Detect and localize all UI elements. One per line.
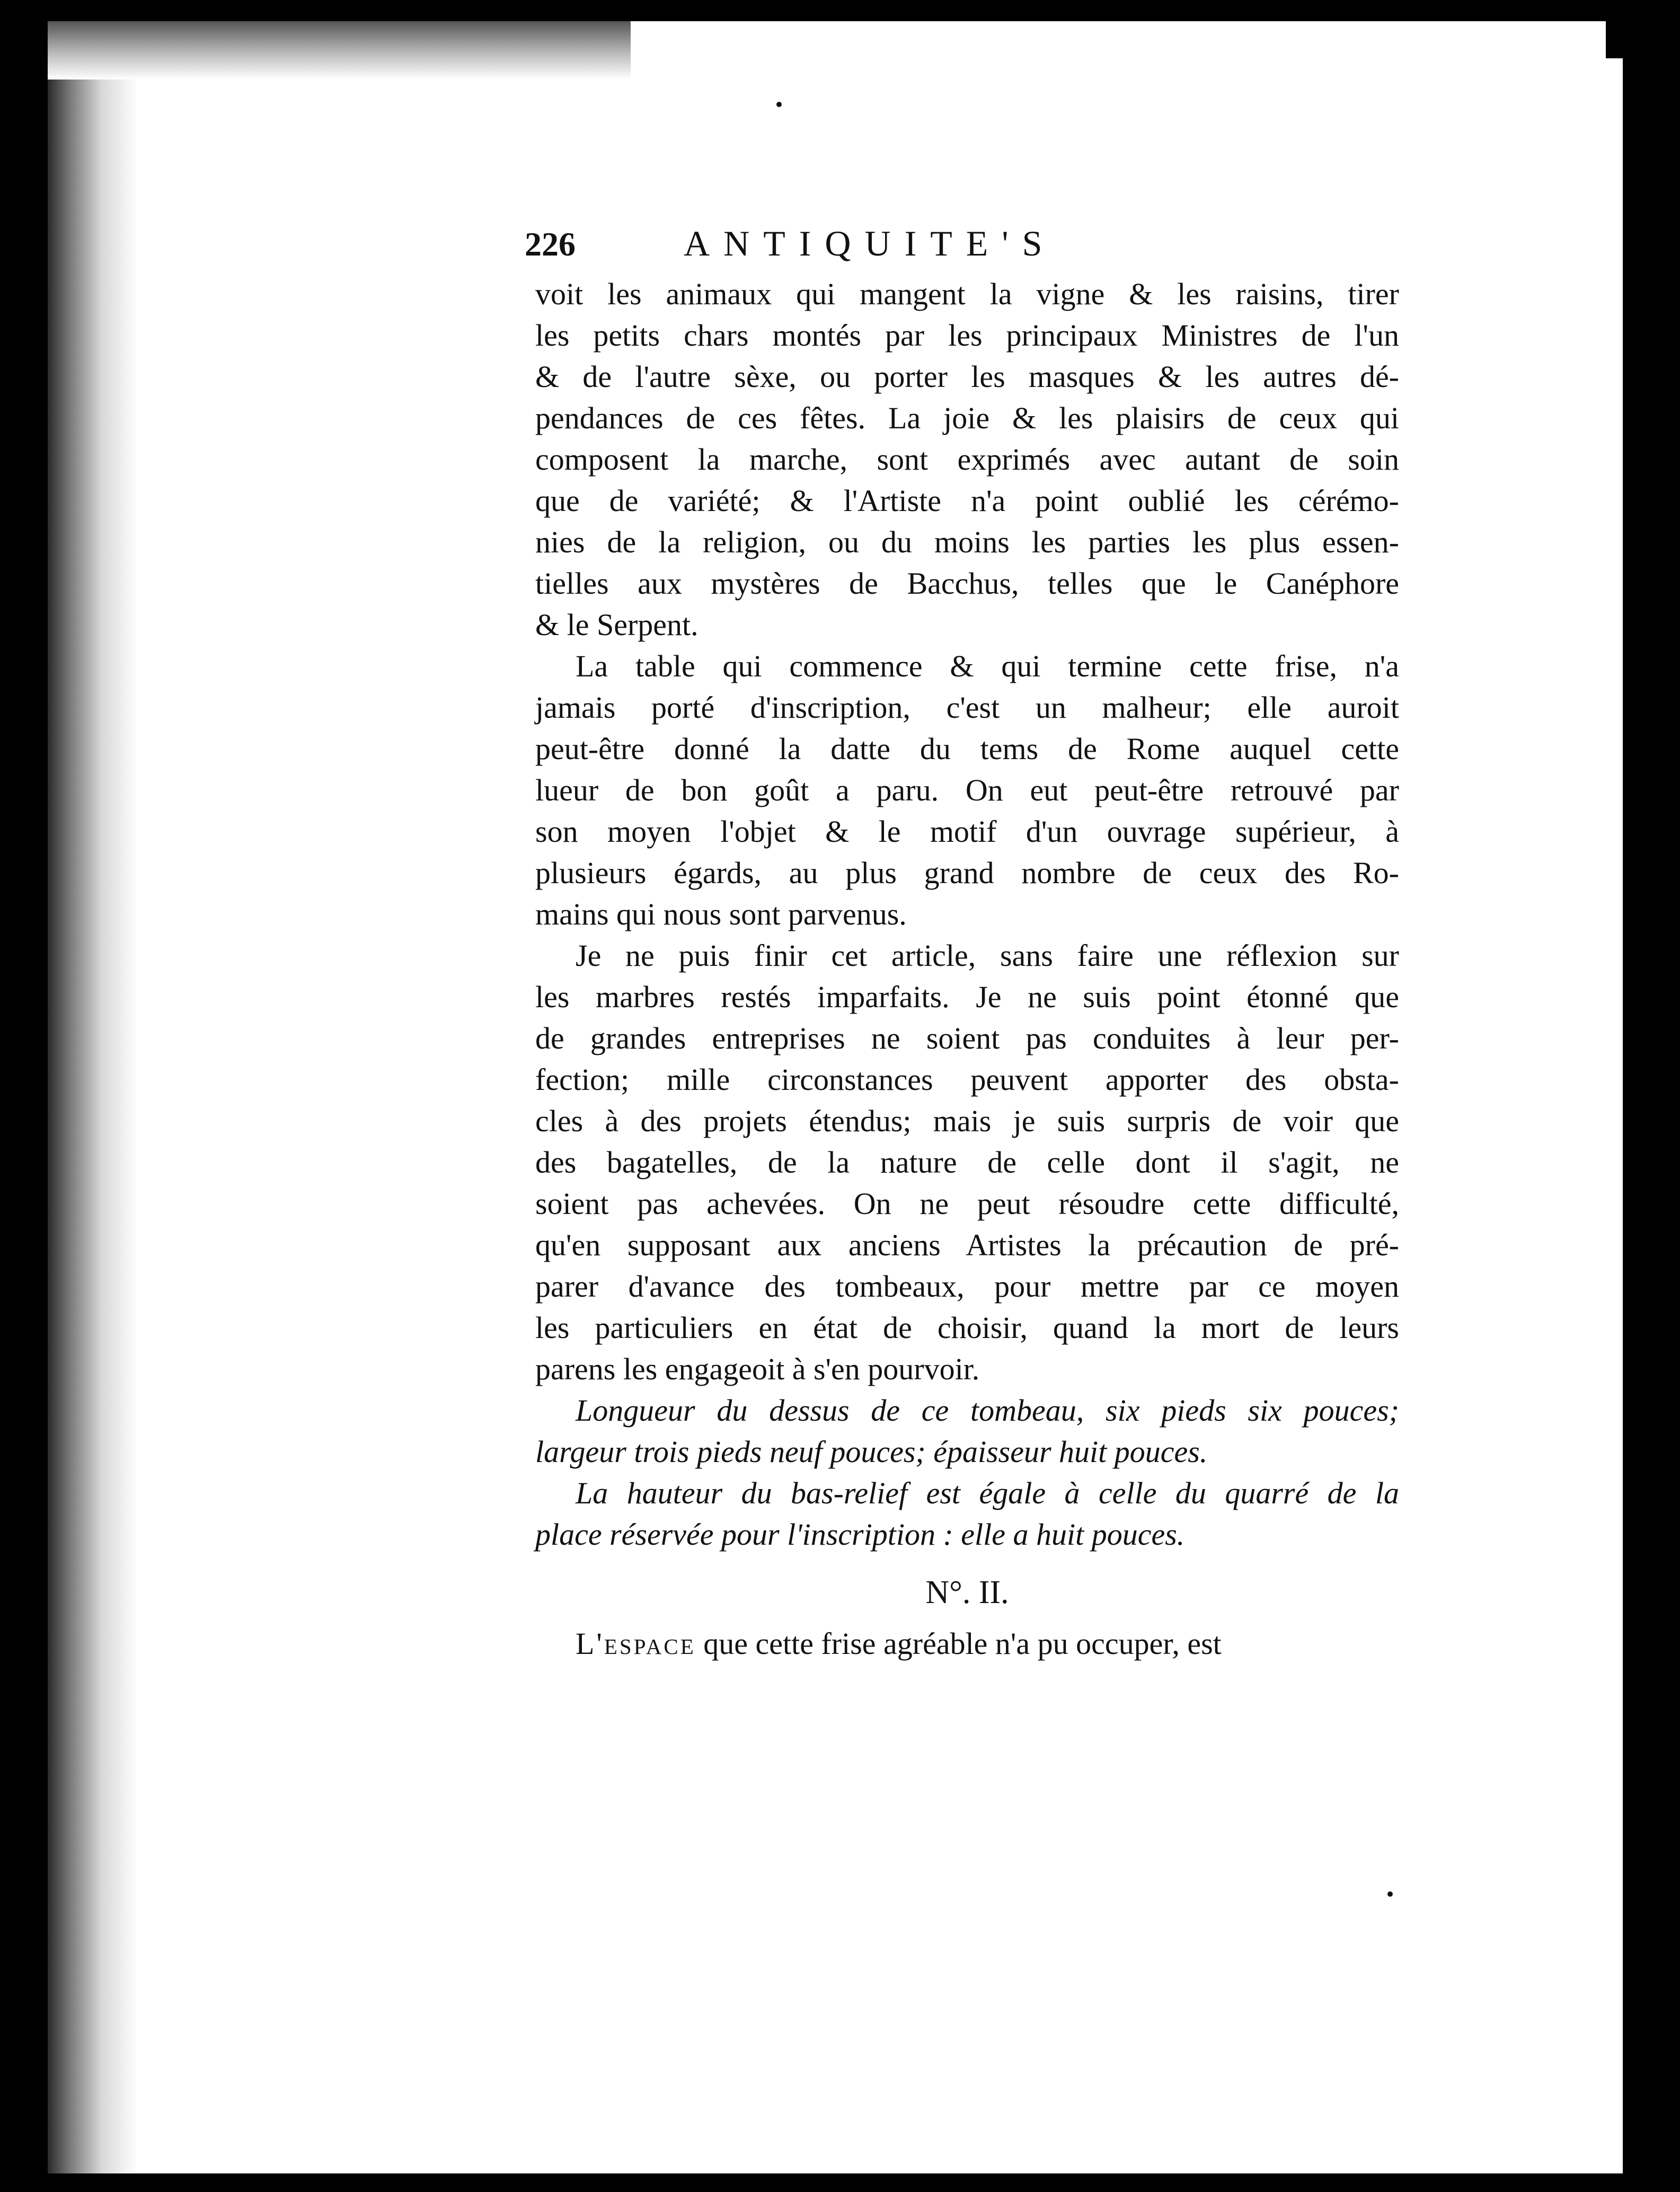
page-text bbox=[525, 223, 1399, 1665]
paragraph-3 bbox=[535, 935, 1399, 1390]
text-line: cles à des projets étendus; mais je suis surpris de voir que bbox=[535, 1104, 1399, 1138]
text-line: Longueur du dessus de ce tombeau, six pieds six pouces; bbox=[576, 1393, 1399, 1428]
text-line: peut-être donné la datte du tems de Rome auquel cette bbox=[535, 732, 1399, 766]
text-line: plusieurs égards, au plus grand nombre de ceux des Ro- bbox=[535, 856, 1399, 890]
text-line: largeur trois pieds neuf pouces; épaisseur huit pouces. bbox=[535, 1434, 1208, 1469]
measurements-length bbox=[535, 1390, 1399, 1473]
section-opening-line bbox=[535, 1623, 1399, 1665]
text-line: de grandes entreprises ne soient pas conduites à leur per- bbox=[535, 1021, 1399, 1055]
text-line: La table qui commence & qui termine cette frise, n'a bbox=[576, 649, 1399, 683]
page-gutter-shadow bbox=[48, 21, 138, 2173]
text-line: fection; mille circonstances peuvent apporter des obsta- bbox=[535, 1062, 1399, 1097]
paragraph-2 bbox=[535, 646, 1399, 935]
text-line: jamais porté d'inscription, c'est un malheur; elle auroit bbox=[535, 690, 1399, 725]
text-line: lueur de bon goût a paru. On eut peut-être retrouvé par bbox=[535, 773, 1399, 807]
text-line: & de l'autre sèxe, ou porter les masques & les autres dé- bbox=[535, 359, 1399, 394]
text-line: & le Serpent. bbox=[535, 608, 698, 642]
ink-speck bbox=[776, 102, 782, 107]
opening-smallcaps: L'espace bbox=[576, 1626, 696, 1661]
text-line: composent la marche, sont exprimés avec autant de soin bbox=[535, 442, 1399, 477]
text-line: les petits chars montés par les principaux Ministres de l'un bbox=[535, 318, 1399, 353]
text-line: parens les engageoit à s'en pourvoir. bbox=[535, 1352, 980, 1386]
text-line: tielles aux mystères de Bacchus, telles que le Canéphore bbox=[535, 566, 1399, 601]
text-line: des bagatelles, de la nature de celle dont il s'agit, ne bbox=[535, 1145, 1399, 1179]
text-line: les particuliers en état de choisir, quand la mort de leurs bbox=[535, 1310, 1399, 1345]
text-line: place réservée pour l'inscription : elle a huit pouces. bbox=[535, 1517, 1185, 1552]
text-line: que de variété; & l'Artiste n'a point oublié les cérémo- bbox=[535, 483, 1399, 518]
text-line: soient pas achevées. On ne peut résoudre cette difficulté, bbox=[535, 1186, 1399, 1221]
text-line: Je ne puis finir cet article, sans faire une réflexion sur bbox=[576, 938, 1399, 973]
text-line: parer d'avance des tombeaux, pour mettre par ce moyen bbox=[535, 1269, 1399, 1304]
running-head: ANTIQUITE'S bbox=[684, 223, 1056, 263]
text-line: voit les animaux qui mangent la vigne & les raisins, tirer bbox=[535, 277, 1399, 311]
text-line: La hauteur du bas-relief est égale à celle du quarré de la bbox=[576, 1476, 1399, 1510]
section-heading: N°. II. bbox=[925, 1574, 1009, 1610]
page-number: 226 bbox=[525, 225, 576, 263]
text-line: nies de la religion, ou du moins les parties les plus essen- bbox=[535, 525, 1399, 559]
page-top-shadow bbox=[48, 21, 631, 80]
page-right-margin bbox=[1606, 58, 1623, 2173]
measurements-height bbox=[535, 1473, 1399, 1555]
opening-rest: que cette frise agréable n'a pu occuper, est bbox=[695, 1626, 1222, 1661]
ink-speck bbox=[1387, 1891, 1393, 1897]
text-line: son moyen l'objet & le motif d'un ouvrage supérieur, à bbox=[535, 814, 1399, 849]
scan-border-rule bbox=[1623, 58, 1643, 2173]
text-line: mains qui nous sont parvenus. bbox=[535, 897, 907, 931]
paragraph-1 bbox=[535, 274, 1399, 646]
text-line: les marbres restés imparfaits. Je ne suis point étonné que bbox=[535, 980, 1399, 1014]
text-line: pendances de ces fêtes. La joie & les plaisirs de ceux qui bbox=[535, 401, 1399, 435]
text-line: qu'en supposant aux anciens Artistes la précaution de pré- bbox=[535, 1228, 1399, 1262]
page-header bbox=[525, 223, 1399, 274]
